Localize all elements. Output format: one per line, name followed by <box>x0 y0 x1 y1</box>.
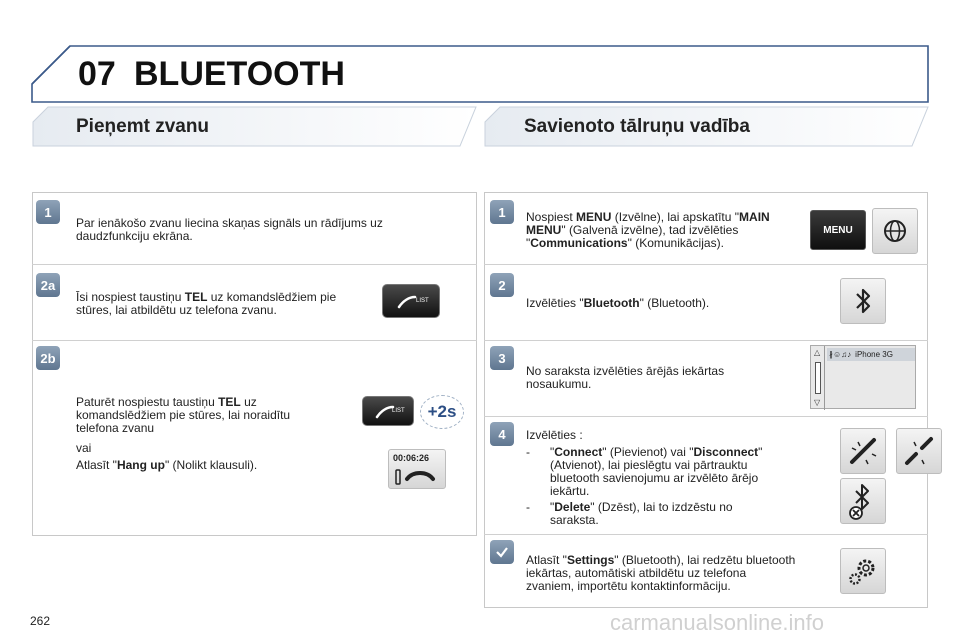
step-text: Atlasīt "Hang up" (Nolikt klausuli). <box>76 458 258 472</box>
step-text: Izvēlēties : <box>526 428 583 442</box>
bluetooth-tile[interactable] <box>840 278 886 324</box>
step-text: No saraksta izvēlēties ārējās iekārtas nosaukumu. <box>526 364 725 391</box>
step-text: Par ienākošo zvanu liecina skaņas signāls un rādījums uz daudzfunkciju ekrāna. <box>76 216 383 243</box>
step-text: Paturēt nospiestu taustiņu TEL uz komandslēdžiem pie stūres, lai noraidītu telefona zvanu <box>76 395 291 435</box>
scrollbar[interactable] <box>811 346 825 410</box>
hold-two-seconds-icon <box>420 395 464 429</box>
device-name: iPhone 3G <box>855 350 893 359</box>
step-badge-settings <box>490 540 514 564</box>
connect-tile[interactable] <box>840 428 886 474</box>
chapter-title: BLUETOOTH <box>134 55 345 93</box>
divider <box>32 264 477 265</box>
bluetooth-delete-icon <box>846 481 880 521</box>
list-dash: - <box>526 445 530 459</box>
step-text: Īsi nospiest taustiņu TEL uz komandslēdžiem pie stūres, lai atbildētu uz telefona zvanu. <box>76 290 337 317</box>
check-icon <box>494 544 510 560</box>
tel-button[interactable] <box>382 284 440 318</box>
communications-tile[interactable] <box>872 208 918 254</box>
step-text: "Connect" (Pievienot) vai "Disconnect" (Atvienot), lai pieslēgtu vai pārtrauktu bluetooth savienojumu ar izvēlēto ārējo iekārtu. <box>550 445 763 498</box>
step-badge-4: 4 <box>490 422 514 446</box>
step-badge-3: 3 <box>490 346 514 370</box>
scroll-thumb[interactable] <box>815 362 821 394</box>
chapter-number: 07 <box>78 55 116 93</box>
step-text: Nospiest MENU (Izvēlne), lai apskatītu "MAIN MENU" (Galvenā izvēlne), tad izvēlēties "Communications" (Komunikācijas). <box>526 210 770 250</box>
step-text: "Delete" (Dzēst), lai to izdzēstu no saraksta. <box>550 500 733 527</box>
step-badge-1: 1 <box>36 200 60 224</box>
right-section-title: Savienoto tālruņu vadība <box>524 116 750 137</box>
step-badge-2: 2 <box>490 273 514 297</box>
phone-icon <box>397 295 417 309</box>
step-badge-2b: 2b <box>36 346 60 370</box>
step-badge-1: 1 <box>490 200 514 224</box>
disconnect-icon <box>902 434 936 468</box>
divider <box>484 264 928 265</box>
divider <box>484 340 928 341</box>
or-text: vai <box>76 441 92 455</box>
device-status-icons: ∦☺♫♪ <box>829 350 852 359</box>
left-section-title: Pieņemt zvanu <box>76 116 210 137</box>
step-text: Atlasīt "Settings" (Bluetooth), lai redzētu bluetooth iekārtas, automātiski atbildētu uz telefona zvaniem, importētu kontaktinformāciju. <box>526 553 796 593</box>
divider <box>484 534 928 535</box>
tel-button-label: LIST <box>392 408 405 414</box>
list-dash: - <box>526 500 530 514</box>
device-row[interactable] <box>827 348 915 361</box>
globe-icon <box>881 217 909 245</box>
bluetooth-icon <box>853 286 873 316</box>
step-text: Izvēlēties "Bluetooth" (Bluetooth). <box>526 296 710 310</box>
hold-label: +2s <box>427 402 457 421</box>
connect-icon <box>846 434 880 468</box>
menu-button[interactable]: MENU <box>810 210 866 250</box>
step-badge-2a: 2a <box>36 273 60 297</box>
settings-tile[interactable] <box>840 548 886 594</box>
scroll-up-icon[interactable]: △ <box>814 348 821 357</box>
disconnect-tile[interactable] <box>896 428 942 474</box>
watermark: carmanualsonline.info <box>610 610 825 635</box>
tel-button-label: LIST <box>416 298 429 304</box>
device-list-screen <box>810 345 916 409</box>
hang-up-tile[interactable] <box>388 449 446 489</box>
gear-icon <box>846 554 880 588</box>
hang-up-icon <box>393 467 443 487</box>
tel-button[interactable] <box>362 396 414 426</box>
call-timer: 00:06:26 <box>393 453 430 463</box>
divider <box>32 340 477 341</box>
page-number: 262 <box>30 614 51 628</box>
delete-device-tile[interactable] <box>840 478 886 524</box>
divider <box>484 416 928 417</box>
scroll-down-icon[interactable]: ▽ <box>814 398 821 407</box>
